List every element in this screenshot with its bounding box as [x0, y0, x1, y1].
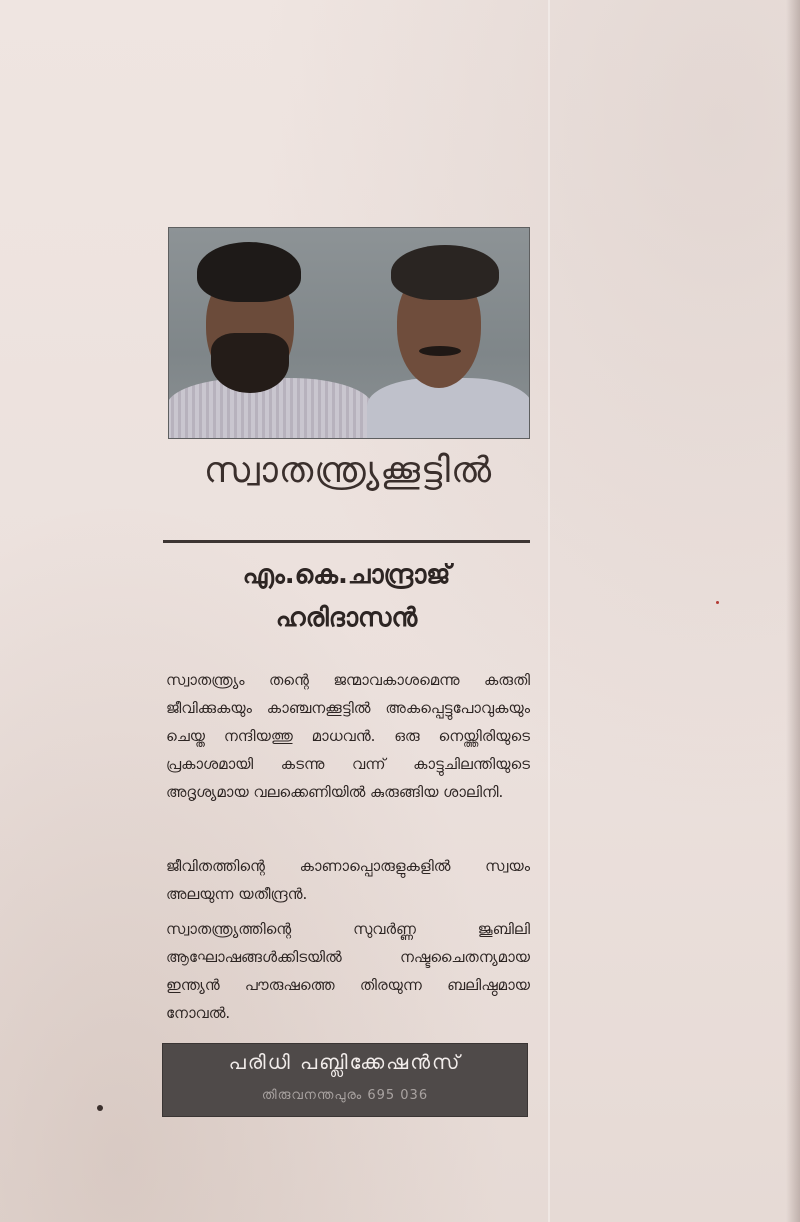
blurb-text-1: സ്വാതന്ത്ര്യം തന്റെ ജന്മാവകാശമെന്നു കരുതി ജീവിക്കുകയും കാഞ്ചനക്കൂട്ടിൽ അകപ്പെട്ടുപോവുകയും ചെയ്ത നന്ദിയത്തു മാധവൻ. ഒരു നെയ്ത്തിരിയുടെ പ്രകാശമായി കടന്നു വന്ന് കാട്ടുചിലന്തിയുടെ അദൃശ്യമായ വലക്കെണിയിൽ കുരുങ്ങിയ ശാലിനി.: [166, 671, 530, 801]
ink-speck: [716, 601, 719, 604]
publisher-band: [162, 1043, 528, 1117]
publisher-place: തിരുവനന്തപുരം 695 036: [261, 1088, 429, 1103]
author-photo: [168, 227, 530, 439]
author-name-1: എം.കെ.ചാന്ദ്രാജ്: [242, 560, 451, 590]
book-title: സ്വാതന്ത്ര്യക്കൂട്ടിൽ: [203, 450, 493, 491]
publisher-name: പരിധി പബ്ലിക്കേഷൻസ്: [228, 1050, 462, 1074]
cover-crease: [548, 0, 550, 1222]
blurb-text-3: സ്വാതന്ത്ര്യത്തിന്റെ സുവർണ്ണ ജൂബിലി ആഘോഷങ്ങൾക്കിടയിൽ നഷ്ടചൈതന്യമായ ഇന്ത്യൻ പൗരുഷത്തെ തിരയുന്ന ബലിഷ്ഠമായ നോവൽ.: [166, 920, 530, 1022]
blurb-paragraph-1: [166, 666, 530, 806]
title-divider: [163, 540, 530, 543]
blurb-paragraph-2: [166, 852, 530, 908]
spine-edge: [786, 0, 800, 1222]
blurb-text-2: ജീവിതത്തിന്റെ കാണാപ്പൊരുളുകളിൽ സ്വയം അലയുന്ന യതീന്ദ്രൻ.: [166, 857, 530, 903]
blurb-paragraph-3: [166, 915, 530, 1027]
ink-speck: [97, 1105, 103, 1111]
author-name-2: ഹരിദാസൻ: [275, 603, 418, 633]
